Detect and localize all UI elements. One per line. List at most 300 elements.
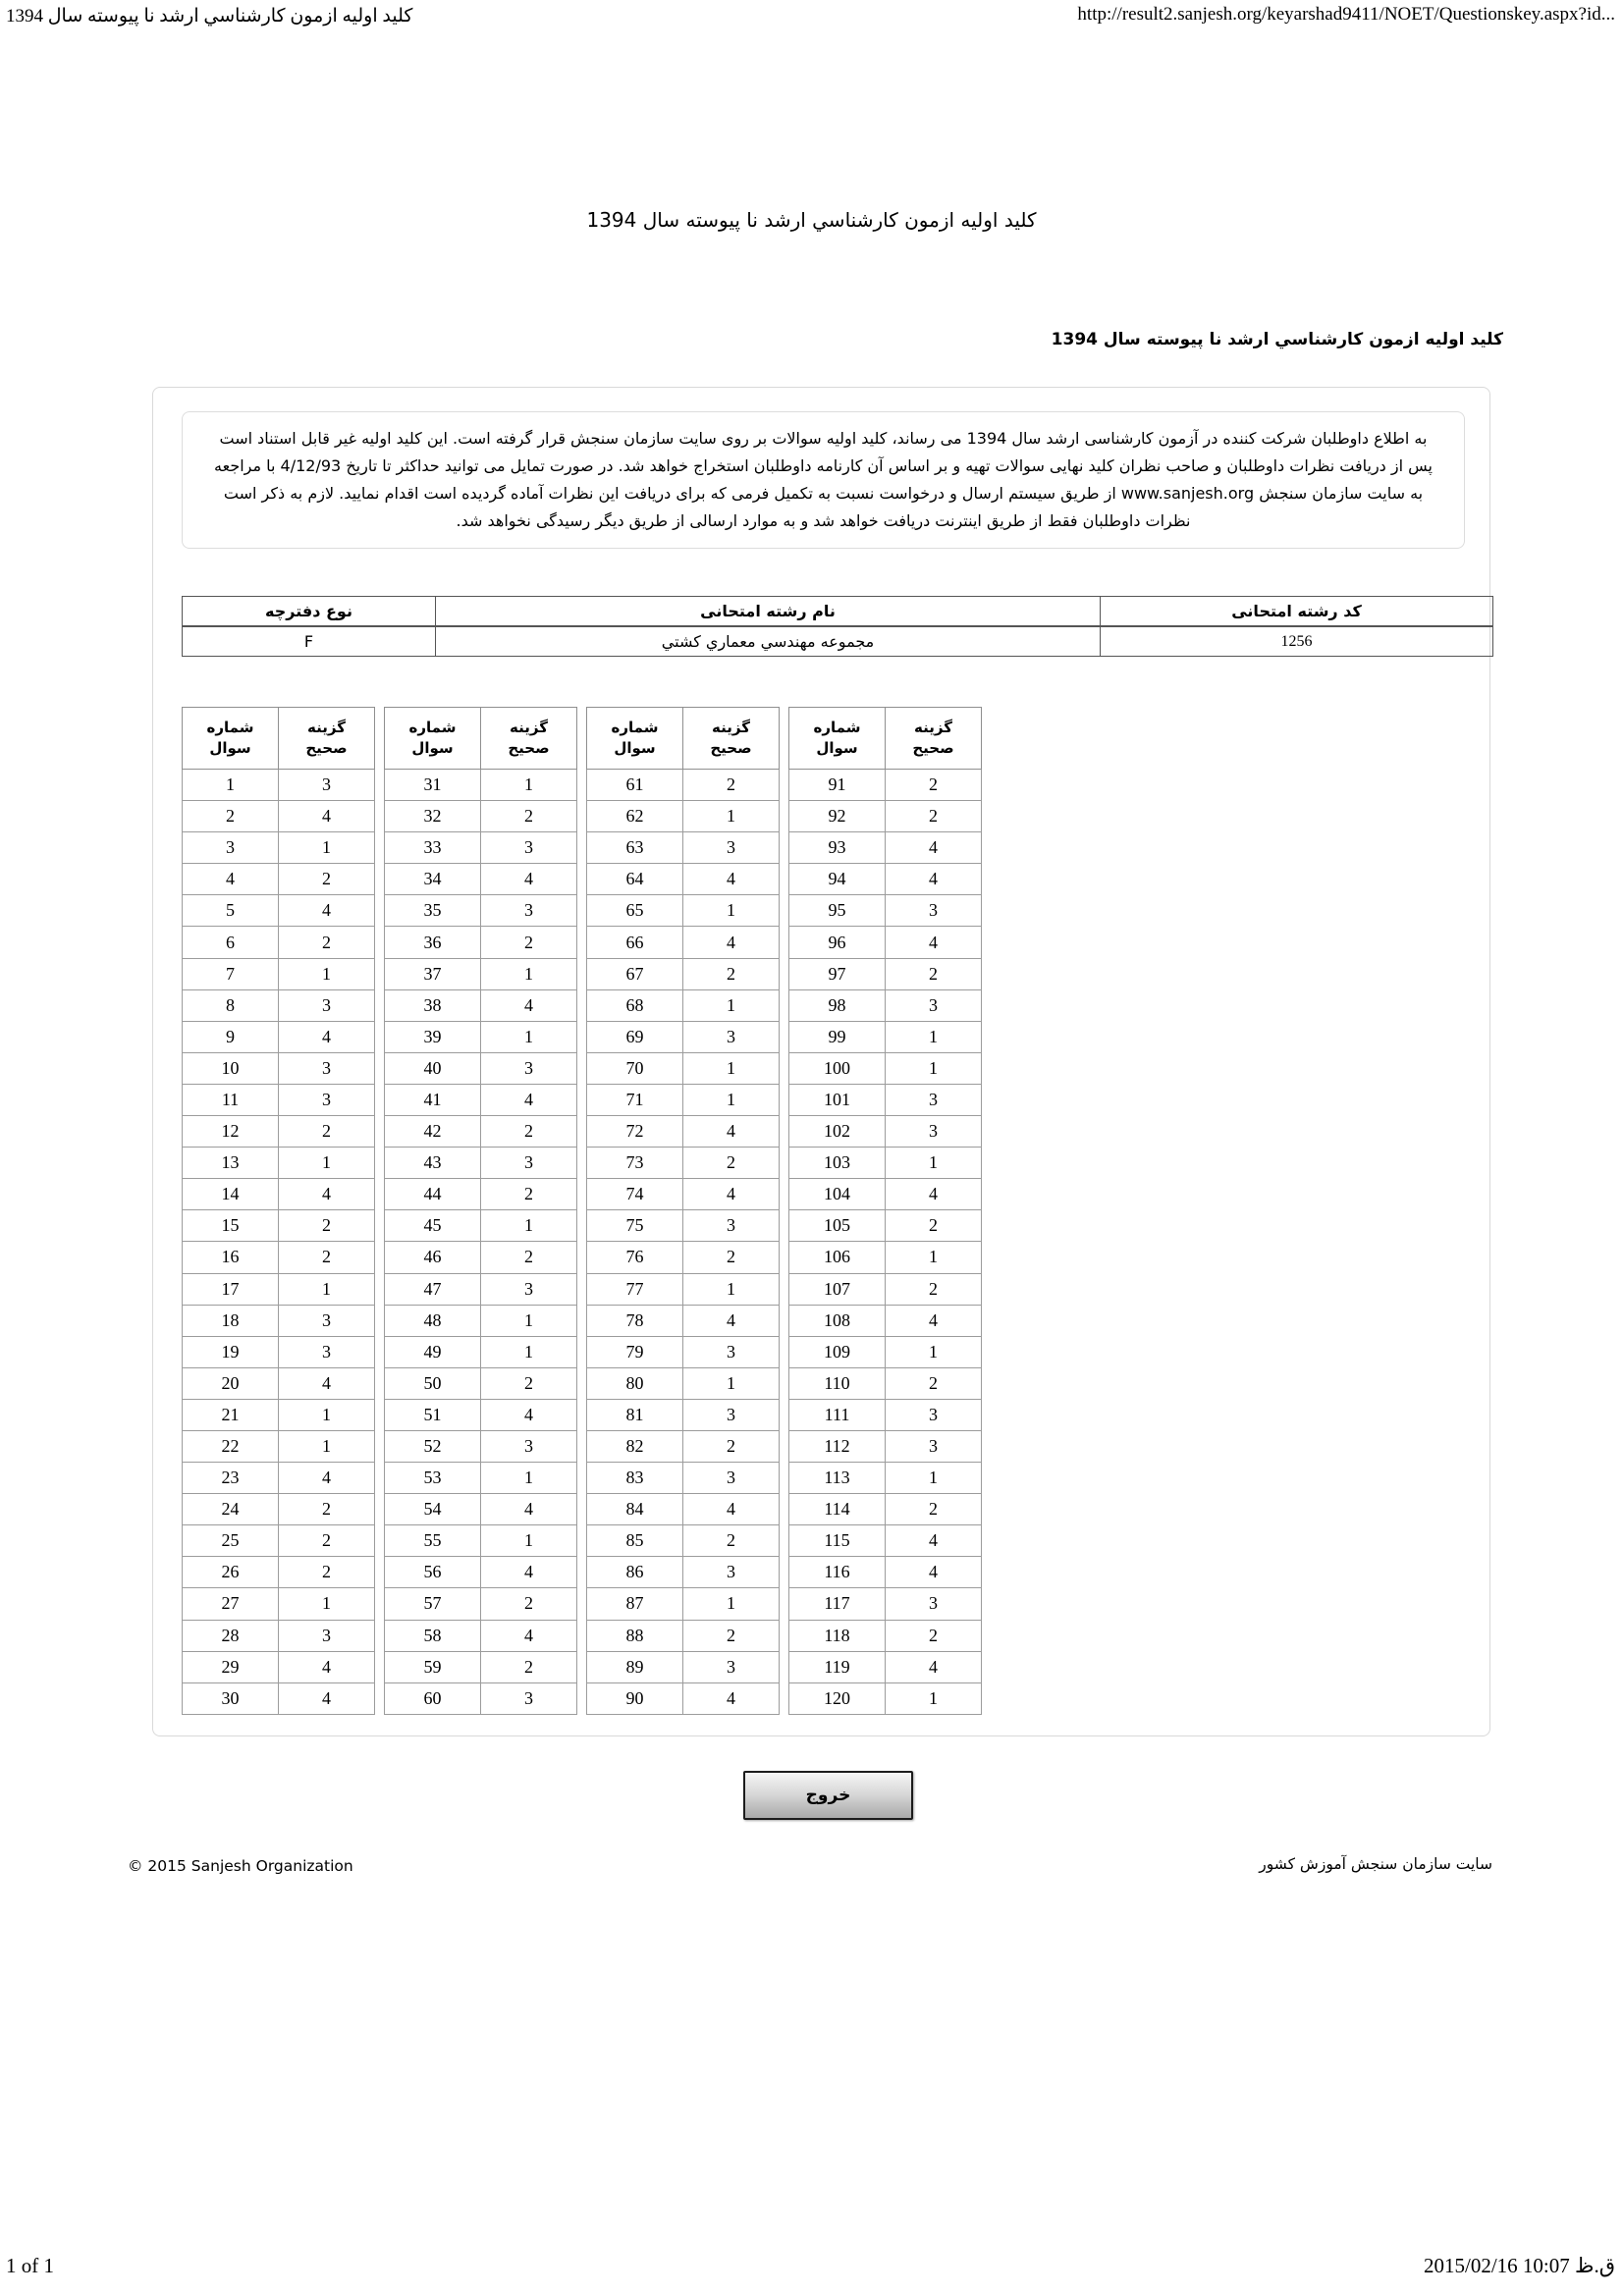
answer-cell: 1 bbox=[279, 1399, 375, 1430]
section-heading: کلید اولیه ازمون کارشناسي ارشد نا پیوسته سال 1394 bbox=[1051, 330, 1503, 349]
answer-cell: 2 bbox=[886, 770, 982, 801]
table-row bbox=[183, 1367, 375, 1399]
answer-cell: 4 bbox=[481, 1084, 577, 1115]
table-row bbox=[183, 1336, 375, 1367]
table-row bbox=[183, 1651, 375, 1682]
question-number-cell: 35 bbox=[385, 895, 481, 927]
answer-cell: 1 bbox=[481, 1305, 577, 1336]
answer-cell: 4 bbox=[886, 927, 982, 958]
table-row bbox=[587, 1148, 780, 1179]
notice-box bbox=[182, 411, 1465, 549]
answer-cell: 2 bbox=[683, 958, 780, 989]
answer-cell: 2 bbox=[481, 927, 577, 958]
table-row bbox=[789, 1336, 982, 1367]
print-footer-page-indicator: 1 of 1 bbox=[6, 2254, 54, 2277]
print-header-url: http://result2.sanjesh.org/keyarshad9411/NOET/Questionskey.aspx?id... bbox=[1077, 4, 1615, 25]
question-number-cell: 102 bbox=[789, 1116, 886, 1148]
table-row bbox=[183, 1525, 375, 1557]
table-row bbox=[385, 770, 577, 801]
answer-cell: 1 bbox=[481, 1525, 577, 1557]
table-row bbox=[789, 1305, 982, 1336]
answer-cell: 2 bbox=[886, 1210, 982, 1242]
answer-cell: 3 bbox=[683, 1336, 780, 1367]
question-number-cell: 74 bbox=[587, 1179, 683, 1210]
table-row bbox=[385, 1084, 577, 1115]
answer-cell: 3 bbox=[886, 1430, 982, 1462]
answer-cell: 4 bbox=[683, 1116, 780, 1148]
answer-cell: 2 bbox=[886, 1273, 982, 1305]
question-number-cell: 98 bbox=[789, 989, 886, 1021]
answer-cell: 3 bbox=[481, 1430, 577, 1462]
answer-cell: 4 bbox=[683, 864, 780, 895]
answer-cell: 3 bbox=[279, 1052, 375, 1084]
exam-code-value: 1256 bbox=[1101, 626, 1493, 657]
table-row bbox=[385, 958, 577, 989]
question-number-cell: 56 bbox=[385, 1557, 481, 1588]
question-number-cell: 45 bbox=[385, 1210, 481, 1242]
question-number-cell: 92 bbox=[789, 801, 886, 832]
table-row bbox=[385, 1494, 577, 1525]
answer-cell: 2 bbox=[279, 1116, 375, 1148]
table-row bbox=[587, 895, 780, 927]
question-number-cell: 113 bbox=[789, 1463, 886, 1494]
table-row bbox=[587, 1052, 780, 1084]
question-number-cell: 99 bbox=[789, 1021, 886, 1052]
answer-cell: 1 bbox=[279, 1148, 375, 1179]
answer-cell: 2 bbox=[279, 1210, 375, 1242]
answer-cell: 1 bbox=[683, 1273, 780, 1305]
table-row bbox=[183, 832, 375, 864]
exam-code-header: کد رشته امتحانی bbox=[1101, 597, 1493, 627]
answer-cell: 4 bbox=[279, 1021, 375, 1052]
question-number-cell: 118 bbox=[789, 1620, 886, 1651]
table-row bbox=[789, 1021, 982, 1052]
table-row bbox=[385, 895, 577, 927]
table-row bbox=[789, 989, 982, 1021]
answer-key-header-row bbox=[789, 708, 982, 770]
table-row bbox=[789, 770, 982, 801]
table-row bbox=[789, 1525, 982, 1557]
answer-cell: 1 bbox=[886, 1021, 982, 1052]
answer-cell: 3 bbox=[481, 1273, 577, 1305]
copyright-text: © 2015 Sanjesh Organization bbox=[128, 1857, 353, 1875]
question-number-cell: 103 bbox=[789, 1148, 886, 1179]
correct-option-header: گزینه صحیح bbox=[886, 708, 982, 770]
question-number-cell: 47 bbox=[385, 1273, 481, 1305]
answer-cell: 4 bbox=[683, 1682, 780, 1714]
question-number-cell: 28 bbox=[183, 1620, 279, 1651]
table-row bbox=[385, 1367, 577, 1399]
table-row bbox=[789, 1084, 982, 1115]
table-row bbox=[587, 1021, 780, 1052]
question-number-cell: 108 bbox=[789, 1305, 886, 1336]
table-row bbox=[183, 1620, 375, 1651]
table-row bbox=[789, 1116, 982, 1148]
answer-cell: 4 bbox=[279, 1179, 375, 1210]
table-row bbox=[183, 1116, 375, 1148]
answer-cell: 3 bbox=[683, 1399, 780, 1430]
question-number-cell: 5 bbox=[183, 895, 279, 927]
table-row bbox=[587, 1399, 780, 1430]
table-row bbox=[183, 1021, 375, 1052]
question-number-cell: 63 bbox=[587, 832, 683, 864]
table-row bbox=[587, 1336, 780, 1367]
answer-cell: 3 bbox=[279, 989, 375, 1021]
table-row bbox=[183, 1399, 375, 1430]
answer-cell: 4 bbox=[683, 927, 780, 958]
question-number-cell: 85 bbox=[587, 1525, 683, 1557]
question-number-cell: 81 bbox=[587, 1399, 683, 1430]
answer-cell: 3 bbox=[683, 832, 780, 864]
table-row bbox=[385, 1557, 577, 1588]
answer-cell: 2 bbox=[886, 1620, 982, 1651]
answer-cell: 3 bbox=[886, 989, 982, 1021]
print-header-document-title: کلید اولیه ازمون کارشناسي ارشد نا پیوسته سال 1394 bbox=[6, 6, 413, 27]
table-row bbox=[587, 770, 780, 801]
table-row bbox=[183, 1242, 375, 1273]
answer-cell: 1 bbox=[279, 1430, 375, 1462]
answer-cell: 2 bbox=[481, 1588, 577, 1620]
table-row bbox=[587, 1682, 780, 1714]
answer-cell: 2 bbox=[683, 1620, 780, 1651]
answer-cell: 2 bbox=[279, 864, 375, 895]
answer-cell: 2 bbox=[683, 1525, 780, 1557]
answer-cell: 2 bbox=[279, 1494, 375, 1525]
question-number-cell: 94 bbox=[789, 864, 886, 895]
table-row bbox=[789, 1367, 982, 1399]
question-number-cell: 17 bbox=[183, 1273, 279, 1305]
table-row bbox=[183, 1682, 375, 1714]
question-number-cell: 65 bbox=[587, 895, 683, 927]
table-row bbox=[385, 1021, 577, 1052]
answer-key-table bbox=[788, 707, 982, 1715]
question-number-cell: 106 bbox=[789, 1242, 886, 1273]
question-number-cell: 111 bbox=[789, 1399, 886, 1430]
question-number-cell: 36 bbox=[385, 927, 481, 958]
question-number-cell: 120 bbox=[789, 1682, 886, 1714]
question-number-cell: 13 bbox=[183, 1148, 279, 1179]
question-number-cell: 87 bbox=[587, 1588, 683, 1620]
question-number-cell: 76 bbox=[587, 1242, 683, 1273]
table-row bbox=[587, 1273, 780, 1305]
table-row bbox=[385, 1588, 577, 1620]
question-number-cell: 12 bbox=[183, 1116, 279, 1148]
table-row bbox=[587, 1305, 780, 1336]
question-number-header: شماره سوال bbox=[183, 708, 279, 770]
answer-cell: 4 bbox=[279, 1463, 375, 1494]
answer-cell: 3 bbox=[683, 1557, 780, 1588]
table-row bbox=[385, 864, 577, 895]
question-number-cell: 119 bbox=[789, 1651, 886, 1682]
table-row bbox=[789, 1494, 982, 1525]
table-row bbox=[789, 1399, 982, 1430]
question-number-cell: 83 bbox=[587, 1463, 683, 1494]
question-number-cell: 20 bbox=[183, 1367, 279, 1399]
table-row bbox=[587, 958, 780, 989]
answer-cell: 2 bbox=[481, 801, 577, 832]
question-number-cell: 116 bbox=[789, 1557, 886, 1588]
answer-cell: 3 bbox=[481, 1052, 577, 1084]
answer-cell: 1 bbox=[886, 1052, 982, 1084]
question-number-header: شماره سوال bbox=[789, 708, 886, 770]
answer-cell: 1 bbox=[481, 958, 577, 989]
question-number-cell: 38 bbox=[385, 989, 481, 1021]
booklet-type-header: نوع دفترچه bbox=[183, 597, 436, 627]
question-number-cell: 15 bbox=[183, 1210, 279, 1242]
table-row bbox=[789, 927, 982, 958]
question-number-cell: 6 bbox=[183, 927, 279, 958]
answer-cell: 1 bbox=[481, 1210, 577, 1242]
question-number-cell: 27 bbox=[183, 1588, 279, 1620]
question-number-cell: 29 bbox=[183, 1651, 279, 1682]
question-number-cell: 71 bbox=[587, 1084, 683, 1115]
question-number-cell: 3 bbox=[183, 832, 279, 864]
answer-cell: 3 bbox=[481, 832, 577, 864]
question-number-cell: 55 bbox=[385, 1525, 481, 1557]
answer-cell: 3 bbox=[683, 1463, 780, 1494]
question-number-cell: 107 bbox=[789, 1273, 886, 1305]
table-row bbox=[385, 989, 577, 1021]
table-row bbox=[587, 1430, 780, 1462]
table-row bbox=[183, 989, 375, 1021]
question-number-cell: 59 bbox=[385, 1651, 481, 1682]
question-number-cell: 37 bbox=[385, 958, 481, 989]
table-row bbox=[587, 1494, 780, 1525]
answer-cell: 4 bbox=[481, 1494, 577, 1525]
answer-cell: 1 bbox=[481, 1336, 577, 1367]
question-number-cell: 54 bbox=[385, 1494, 481, 1525]
table-row bbox=[587, 832, 780, 864]
table-row bbox=[789, 1620, 982, 1651]
question-number-cell: 112 bbox=[789, 1430, 886, 1462]
answer-cell: 3 bbox=[481, 1148, 577, 1179]
question-number-cell: 67 bbox=[587, 958, 683, 989]
question-number-cell: 26 bbox=[183, 1557, 279, 1588]
question-number-cell: 78 bbox=[587, 1305, 683, 1336]
print-footer-datetime: 2015/02/16 10:07 ق.ظ bbox=[1424, 2254, 1615, 2277]
answer-key-header-row bbox=[385, 708, 577, 770]
question-number-cell: 8 bbox=[183, 989, 279, 1021]
exam-name-value: مجموعه مهندسي معماري کشتي bbox=[436, 626, 1101, 657]
answer-cell: 2 bbox=[481, 1242, 577, 1273]
question-number-cell: 89 bbox=[587, 1651, 683, 1682]
table-row bbox=[385, 1148, 577, 1179]
answer-key-table bbox=[586, 707, 780, 1715]
answer-cell: 3 bbox=[683, 1210, 780, 1242]
table-row bbox=[183, 1084, 375, 1115]
question-number-cell: 66 bbox=[587, 927, 683, 958]
table-row bbox=[789, 801, 982, 832]
question-number-cell: 115 bbox=[789, 1525, 886, 1557]
table-row bbox=[587, 1620, 780, 1651]
table-row bbox=[587, 1116, 780, 1148]
question-number-cell: 41 bbox=[385, 1084, 481, 1115]
answer-cell: 1 bbox=[279, 832, 375, 864]
table-row bbox=[789, 1052, 982, 1084]
table-row bbox=[789, 1179, 982, 1210]
answer-cell: 2 bbox=[279, 1557, 375, 1588]
answer-cell: 4 bbox=[886, 1557, 982, 1588]
exam-info-table bbox=[182, 596, 1493, 657]
answer-cell: 3 bbox=[279, 1336, 375, 1367]
question-number-cell: 70 bbox=[587, 1052, 683, 1084]
table-row bbox=[183, 1494, 375, 1525]
question-number-cell: 61 bbox=[587, 770, 683, 801]
table-row bbox=[587, 1179, 780, 1210]
table-row bbox=[789, 1273, 982, 1305]
answer-key-tables bbox=[182, 707, 982, 1715]
table-row bbox=[183, 1210, 375, 1242]
content-panel bbox=[152, 387, 1490, 1736]
question-number-cell: 16 bbox=[183, 1242, 279, 1273]
answer-cell: 2 bbox=[279, 1242, 375, 1273]
question-number-cell: 114 bbox=[789, 1494, 886, 1525]
answer-cell: 4 bbox=[481, 1620, 577, 1651]
question-number-cell: 57 bbox=[385, 1588, 481, 1620]
answer-cell: 4 bbox=[279, 1367, 375, 1399]
table-row bbox=[789, 1242, 982, 1273]
answer-cell: 4 bbox=[683, 1179, 780, 1210]
table-row bbox=[789, 958, 982, 989]
question-number-cell: 23 bbox=[183, 1463, 279, 1494]
table-row bbox=[183, 1273, 375, 1305]
question-number-cell: 21 bbox=[183, 1399, 279, 1430]
answer-cell: 2 bbox=[481, 1179, 577, 1210]
answer-cell: 3 bbox=[886, 1588, 982, 1620]
correct-option-header: گزینه صحیح bbox=[481, 708, 577, 770]
question-number-cell: 34 bbox=[385, 864, 481, 895]
table-row bbox=[385, 1336, 577, 1367]
question-number-cell: 2 bbox=[183, 801, 279, 832]
answer-cell: 4 bbox=[481, 1399, 577, 1430]
answer-cell: 3 bbox=[279, 770, 375, 801]
question-number-cell: 86 bbox=[587, 1557, 683, 1588]
question-number-cell: 60 bbox=[385, 1682, 481, 1714]
table-row bbox=[587, 1367, 780, 1399]
answer-cell: 1 bbox=[683, 989, 780, 1021]
answer-cell: 1 bbox=[279, 958, 375, 989]
table-row bbox=[183, 1052, 375, 1084]
answer-cell: 1 bbox=[481, 770, 577, 801]
question-number-cell: 14 bbox=[183, 1179, 279, 1210]
table-row bbox=[587, 864, 780, 895]
table-row bbox=[587, 1651, 780, 1682]
answer-cell: 1 bbox=[886, 1336, 982, 1367]
answer-cell: 4 bbox=[886, 864, 982, 895]
question-number-cell: 48 bbox=[385, 1305, 481, 1336]
question-number-cell: 9 bbox=[183, 1021, 279, 1052]
answer-cell: 4 bbox=[683, 1494, 780, 1525]
table-row bbox=[789, 832, 982, 864]
answer-cell: 3 bbox=[886, 895, 982, 927]
notice-text: به اطلاع داوطلبان شرکت کننده در آزمون کارشناسی ارشد سال 1394 می رساند، کلید اولیه سوالات بر روی سایت سازمان سنجش قرار گرفته است. این کلید اولیه غیر قابل استناد است پس از دریافت نظرات داوطلبان و صاحب نظران کلید نهایی سوالات تهیه و بر اساس آن کارنامه داوطلبان استخراج خواهد شد. در صورت تمایل می توانید حداکثر تا تاریخ 4/12/93 با مراجعه به سایت سازمان سنجش www.sanjesh.org از طریق سیستم ارسال و درخواست نسبت به تکمیل فرمی که برای دریافت این نظرات آماده گردیده است اقدام نمایید. لازم به ذکر است نظرات داوطلبان فقط از طریق اینترنت دریافت خواهد شد و به موارد ارسالی از طریق دیگر رسیدگی نخواهد شد. bbox=[214, 429, 1433, 530]
page-title: کلید اولیه ازمون کارشناسي ارشد نا پیوسته سال 1394 bbox=[586, 208, 1037, 232]
answer-cell: 4 bbox=[886, 1179, 982, 1210]
table-row bbox=[385, 1179, 577, 1210]
table-row bbox=[385, 801, 577, 832]
answer-cell: 4 bbox=[886, 832, 982, 864]
answer-cell: 2 bbox=[279, 927, 375, 958]
answer-key-header-row bbox=[183, 708, 375, 770]
question-number-cell: 82 bbox=[587, 1430, 683, 1462]
answer-cell: 4 bbox=[279, 1651, 375, 1682]
answer-cell: 2 bbox=[886, 958, 982, 989]
answer-cell: 4 bbox=[886, 1525, 982, 1557]
table-row bbox=[183, 1305, 375, 1336]
question-number-cell: 22 bbox=[183, 1430, 279, 1462]
question-number-cell: 51 bbox=[385, 1399, 481, 1430]
table-row bbox=[183, 958, 375, 989]
question-number-cell: 44 bbox=[385, 1179, 481, 1210]
table-row bbox=[385, 1242, 577, 1273]
table-row bbox=[789, 1588, 982, 1620]
answer-cell: 4 bbox=[886, 1651, 982, 1682]
table-row bbox=[183, 864, 375, 895]
table-row bbox=[789, 1463, 982, 1494]
answer-cell: 3 bbox=[279, 1084, 375, 1115]
question-number-cell: 117 bbox=[789, 1588, 886, 1620]
question-number-cell: 105 bbox=[789, 1210, 886, 1242]
answer-cell: 1 bbox=[886, 1242, 982, 1273]
answer-cell: 3 bbox=[279, 1305, 375, 1336]
exam-info-value-row bbox=[183, 626, 1493, 657]
answer-key-table bbox=[182, 707, 375, 1715]
question-number-cell: 95 bbox=[789, 895, 886, 927]
question-number-cell: 93 bbox=[789, 832, 886, 864]
table-row bbox=[385, 1682, 577, 1714]
question-number-cell: 30 bbox=[183, 1682, 279, 1714]
table-row bbox=[183, 770, 375, 801]
table-row bbox=[587, 1525, 780, 1557]
answer-key-table bbox=[384, 707, 577, 1715]
table-row bbox=[789, 1682, 982, 1714]
question-number-cell: 25 bbox=[183, 1525, 279, 1557]
question-number-cell: 33 bbox=[385, 832, 481, 864]
table-row bbox=[587, 927, 780, 958]
table-row bbox=[385, 1620, 577, 1651]
answer-cell: 2 bbox=[481, 1651, 577, 1682]
table-row bbox=[789, 864, 982, 895]
question-number-cell: 104 bbox=[789, 1179, 886, 1210]
table-row bbox=[587, 1084, 780, 1115]
question-number-cell: 73 bbox=[587, 1148, 683, 1179]
answer-cell: 1 bbox=[886, 1148, 982, 1179]
table-row bbox=[385, 1116, 577, 1148]
answer-cell: 2 bbox=[683, 770, 780, 801]
answer-cell: 3 bbox=[683, 1651, 780, 1682]
table-row bbox=[385, 1651, 577, 1682]
answer-cell: 1 bbox=[683, 1588, 780, 1620]
table-row bbox=[587, 1588, 780, 1620]
answer-cell: 2 bbox=[481, 1367, 577, 1399]
table-row bbox=[789, 1651, 982, 1682]
correct-option-header: گزینه صحیح bbox=[279, 708, 375, 770]
table-row bbox=[183, 801, 375, 832]
answer-cell: 3 bbox=[886, 1399, 982, 1430]
question-number-cell: 91 bbox=[789, 770, 886, 801]
answer-cell: 2 bbox=[279, 1525, 375, 1557]
table-row bbox=[587, 1463, 780, 1494]
question-number-cell: 4 bbox=[183, 864, 279, 895]
table-row bbox=[385, 1525, 577, 1557]
answer-cell: 2 bbox=[886, 801, 982, 832]
exam-info-header-row bbox=[183, 597, 1493, 627]
question-number-cell: 64 bbox=[587, 864, 683, 895]
answer-cell: 1 bbox=[683, 1367, 780, 1399]
question-number-cell: 80 bbox=[587, 1367, 683, 1399]
answer-cell: 2 bbox=[481, 1116, 577, 1148]
exit-button[interactable]: خروج bbox=[743, 1771, 913, 1820]
